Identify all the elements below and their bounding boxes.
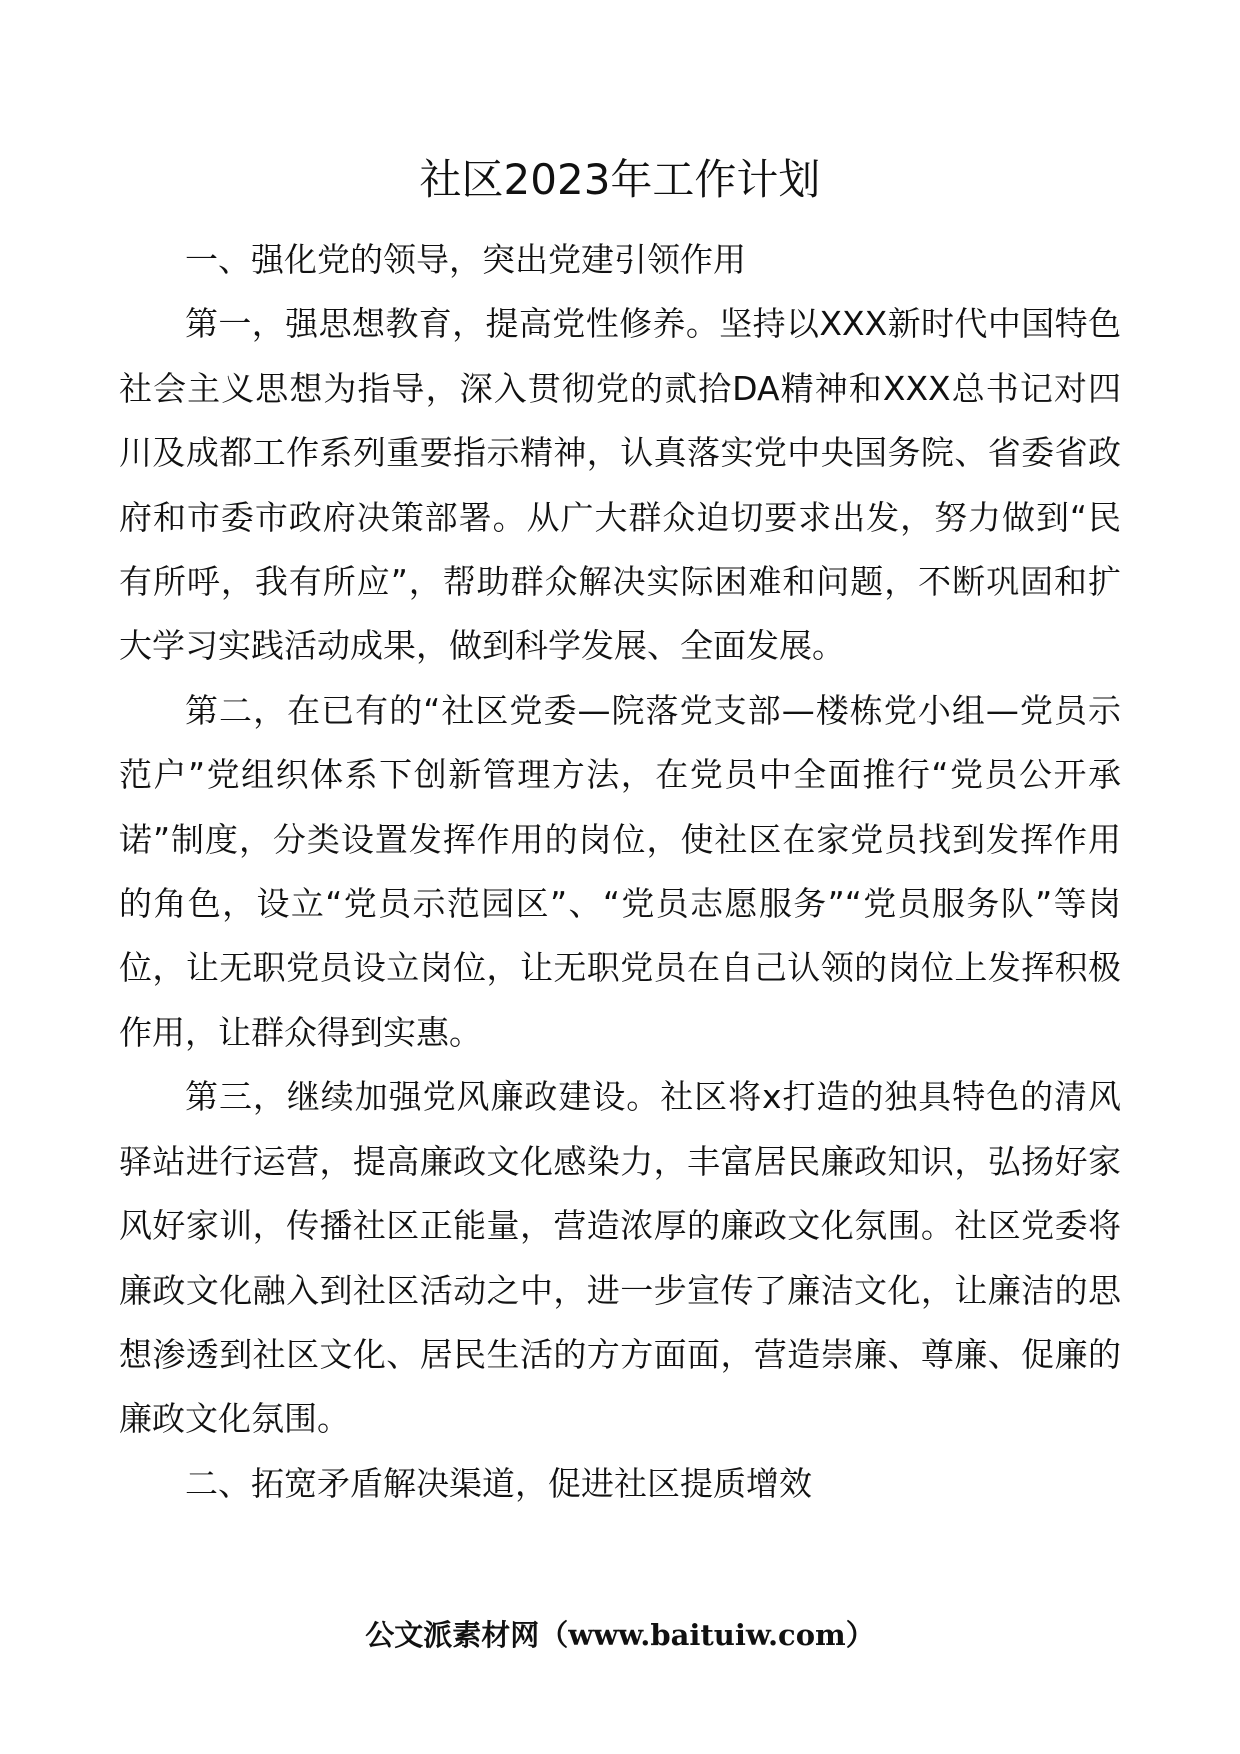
paragraph-first: 第一，强思想教育，提高党性修养。坚持以XXX新时代中国特色社会主义思想为指导，深入贯彻党的贰拾DA精神和XXX总书记对四川及成都工作系列重要指示精神，认真落实党中央国务院、省委省政府和市委市政府决策部署。从广大群众迫切要求出发，努力做到“民有所呼，我有所应”，帮助群众解决实际困难和问题，不断巩固和扩大学习实践活动成果，做到科学发展、全面发展。	[119, 304, 1121, 666]
section-heading-2: 二、拓宽矛盾解决渠道，促进社区提质增效	[185, 1463, 812, 1503]
document-body	[119, 228, 1121, 1516]
section-heading-1: 一、强化党的领导，突出党建引领作用	[185, 240, 746, 279]
paragraph-third: 第三，继续加强党风廉政建设。社区将x打造的独具特色的清风驿站进行运营，提高廉政文化感染力，丰富居民廉政知识，弘扬好家风好家训，传播社区正能量，营造浓厚的廉政文化氛围。社区党委将廉政文化融入到社区活动之中，进一步宣传了廉洁文化，让廉洁的思想渗透到社区文化、居民生活的方方面面，营造崇廉、尊廉、促廉的廉政文化氛围。	[119, 1077, 1121, 1439]
footer-watermark-text: 公文派素材网（www.baituiw.com）	[365, 1618, 875, 1652]
document-page	[119, 0, 1121, 1754]
paragraph-second: 第二，在已有的“社区党委—院落党支部—楼栋党小组—党员示范户”党组织体系下创新管理方法，在党员中全面推行“党员公开承诺”制度，分类设置发挥作用的岗位，使社区在家党员找到发挥作用的角色，设立“党员示范园区”、“党员志愿服务”“党员服务队”等岗位，让无职党员设立岗位，让无职党员在自己认领的岗位上发挥积极作用，让群众得到实惠。	[119, 690, 1121, 1052]
page-title: 社区2023年工作计划	[419, 155, 821, 204]
